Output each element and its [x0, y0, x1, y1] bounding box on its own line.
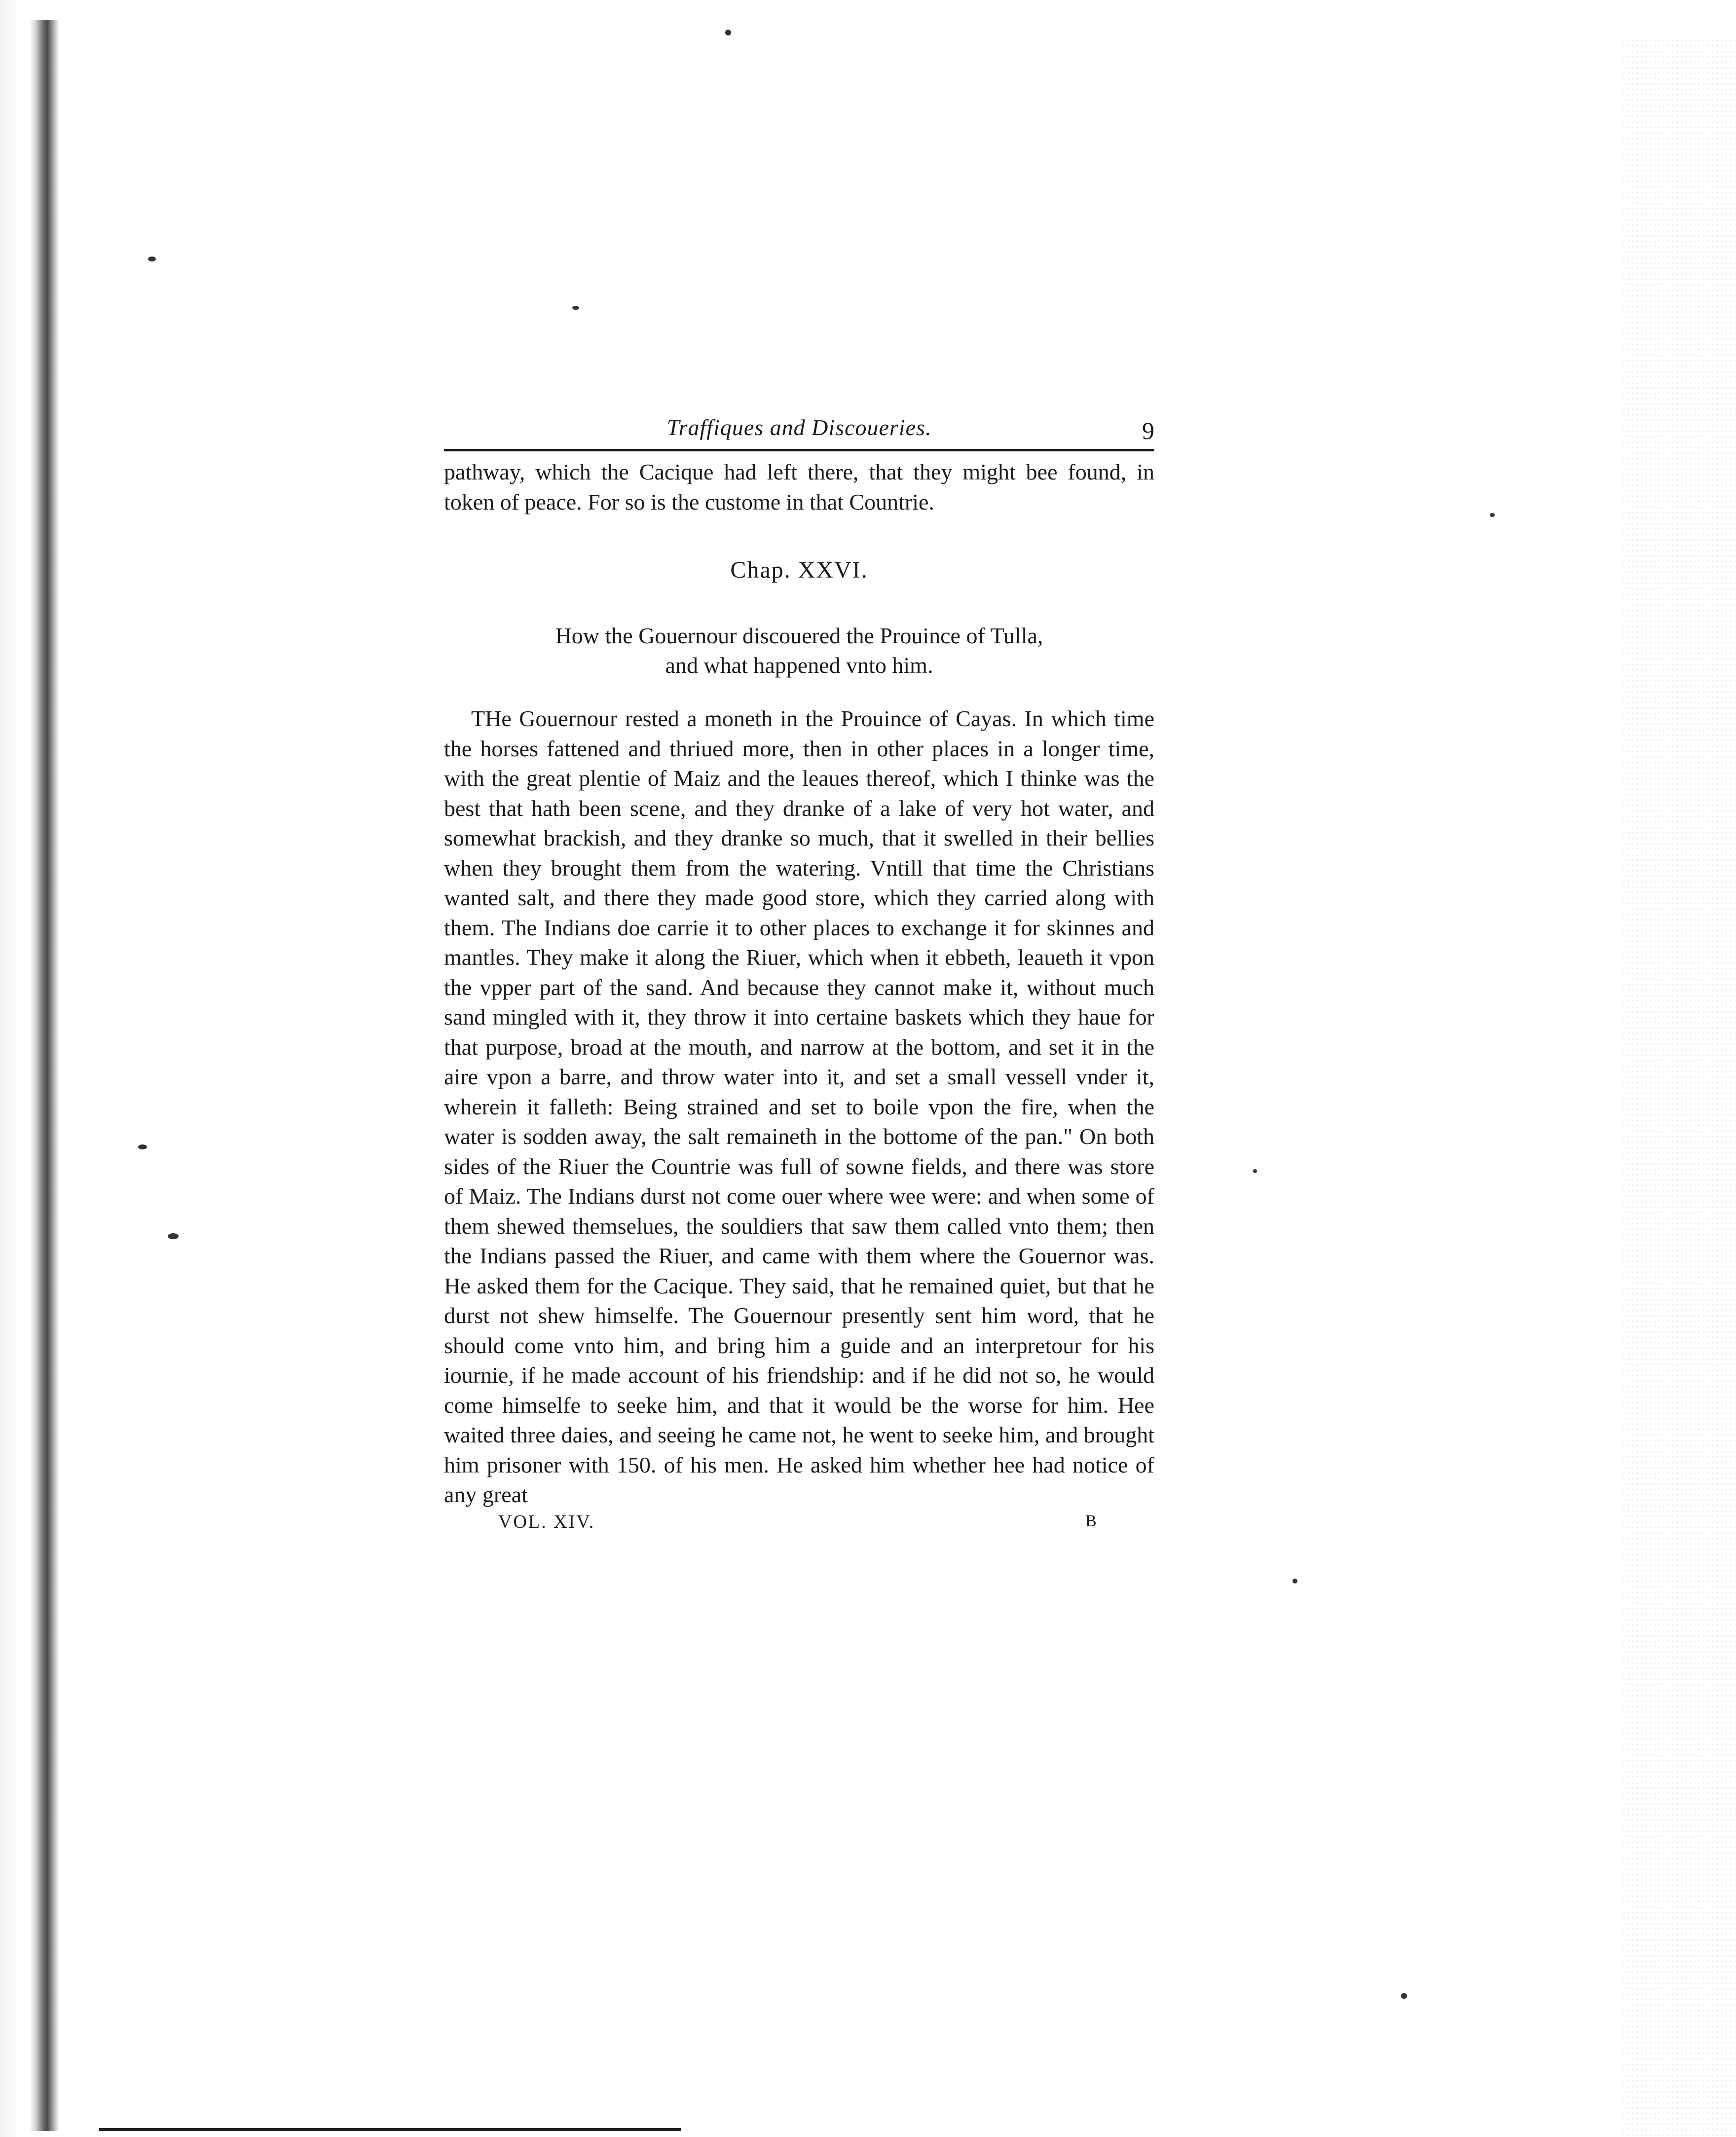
page-footer	[444, 1511, 1154, 1541]
volume-mark: VOL. XIV.	[498, 1511, 595, 1532]
body-paragraph: THe Gouernour rested a moneth in the Prouince of Cayas. In which time the horses fattened and thriued more, then in other places in a longer time, with the great plentie of Maiz and the leaues thereof, which I thinke was the best that hath been scene, and they dranke of a lake of very hot water, and somewhat brackish, and they dranke so much, that it swelled in their bellies when they brought them from the watering. Vntill that time the Christians wanted salt, and there they made good store, which they carried along with them. The Indians doe carrie it to other places to exchange it for skinnes and mantles. They make it along the Riuer, which when it ebbeth, leaueth it vpon the vpper part of the sand. And because they cannot make it, without much sand mingled with it, they throw it into certaine baskets which they haue for that purpose, broad at the mouth, and narrow at the bottom, and set it in the aire vpon a barre, and throw water into it, and set a small vessell vnder it, wherein it falleth: Being strained and set to boile vpon the fire, when the water is sodden away, the salt remaineth in the bottome of the pan." On both sides of the Riuer the Countrie was full of sowne fields, and there was store of Maiz. The Indians durst not come ouer where wee were: and when some of them shewed themselues, the souldiers that saw them called vnto them; then the Indians passed the Riuer, and came with them where the Gouernor was. He asked them for the Cacique. They said, that he remained quiet, but that he durst not shew himselfe. The Gouernour presently sent him word, that he should come vnto him, and bring him a guide and an interpretour for his iournie, if he made account of his friendship: and if he did not so, he would come himselfe to seeke him, and that it would be the worse for him. Hee waited three daies, and seeing he came not, he went to seeke him, and brought him prisoner with 150. of his men. He asked him whether hee had notice of any great	[444, 706, 1154, 1507]
continued-paragraph: pathway, which the Cacique had left there, that they might bee found, in token of peace. For so is the custome in that Countrie.	[444, 459, 1154, 515]
scan-speck	[1490, 513, 1495, 517]
signature-mark: B	[1085, 1511, 1097, 1530]
running-head	[444, 405, 1154, 449]
scan-speck	[572, 306, 579, 310]
header-rule	[444, 449, 1154, 451]
chapter-summary	[444, 621, 1154, 680]
scan-speck	[725, 30, 731, 36]
page-content	[444, 405, 1154, 1541]
page-edge-texture	[1623, 39, 1736, 2137]
chapter-summary-line-2: and what happened vnto him.	[665, 653, 933, 678]
scan-speck	[168, 1233, 179, 1239]
scan-speck	[1401, 1993, 1407, 1999]
chapter-heading: Chap. XXVI.	[730, 557, 868, 583]
running-title: Traffiques and Discoueries.	[666, 415, 932, 440]
page-number: 9	[1142, 417, 1154, 444]
chapter-summary-line-1: How the Gouernour discouered the Prouince of Tulla,	[555, 623, 1043, 648]
scan-bottom-rule	[99, 2128, 681, 2131]
scan-speck	[138, 1144, 147, 1149]
scan-speck	[1253, 1169, 1257, 1173]
scan-speck	[1293, 1579, 1297, 1584]
scan-margin-shade	[0, 0, 20, 2137]
binding-shadow	[30, 20, 59, 2131]
scan-speck	[148, 257, 156, 261]
